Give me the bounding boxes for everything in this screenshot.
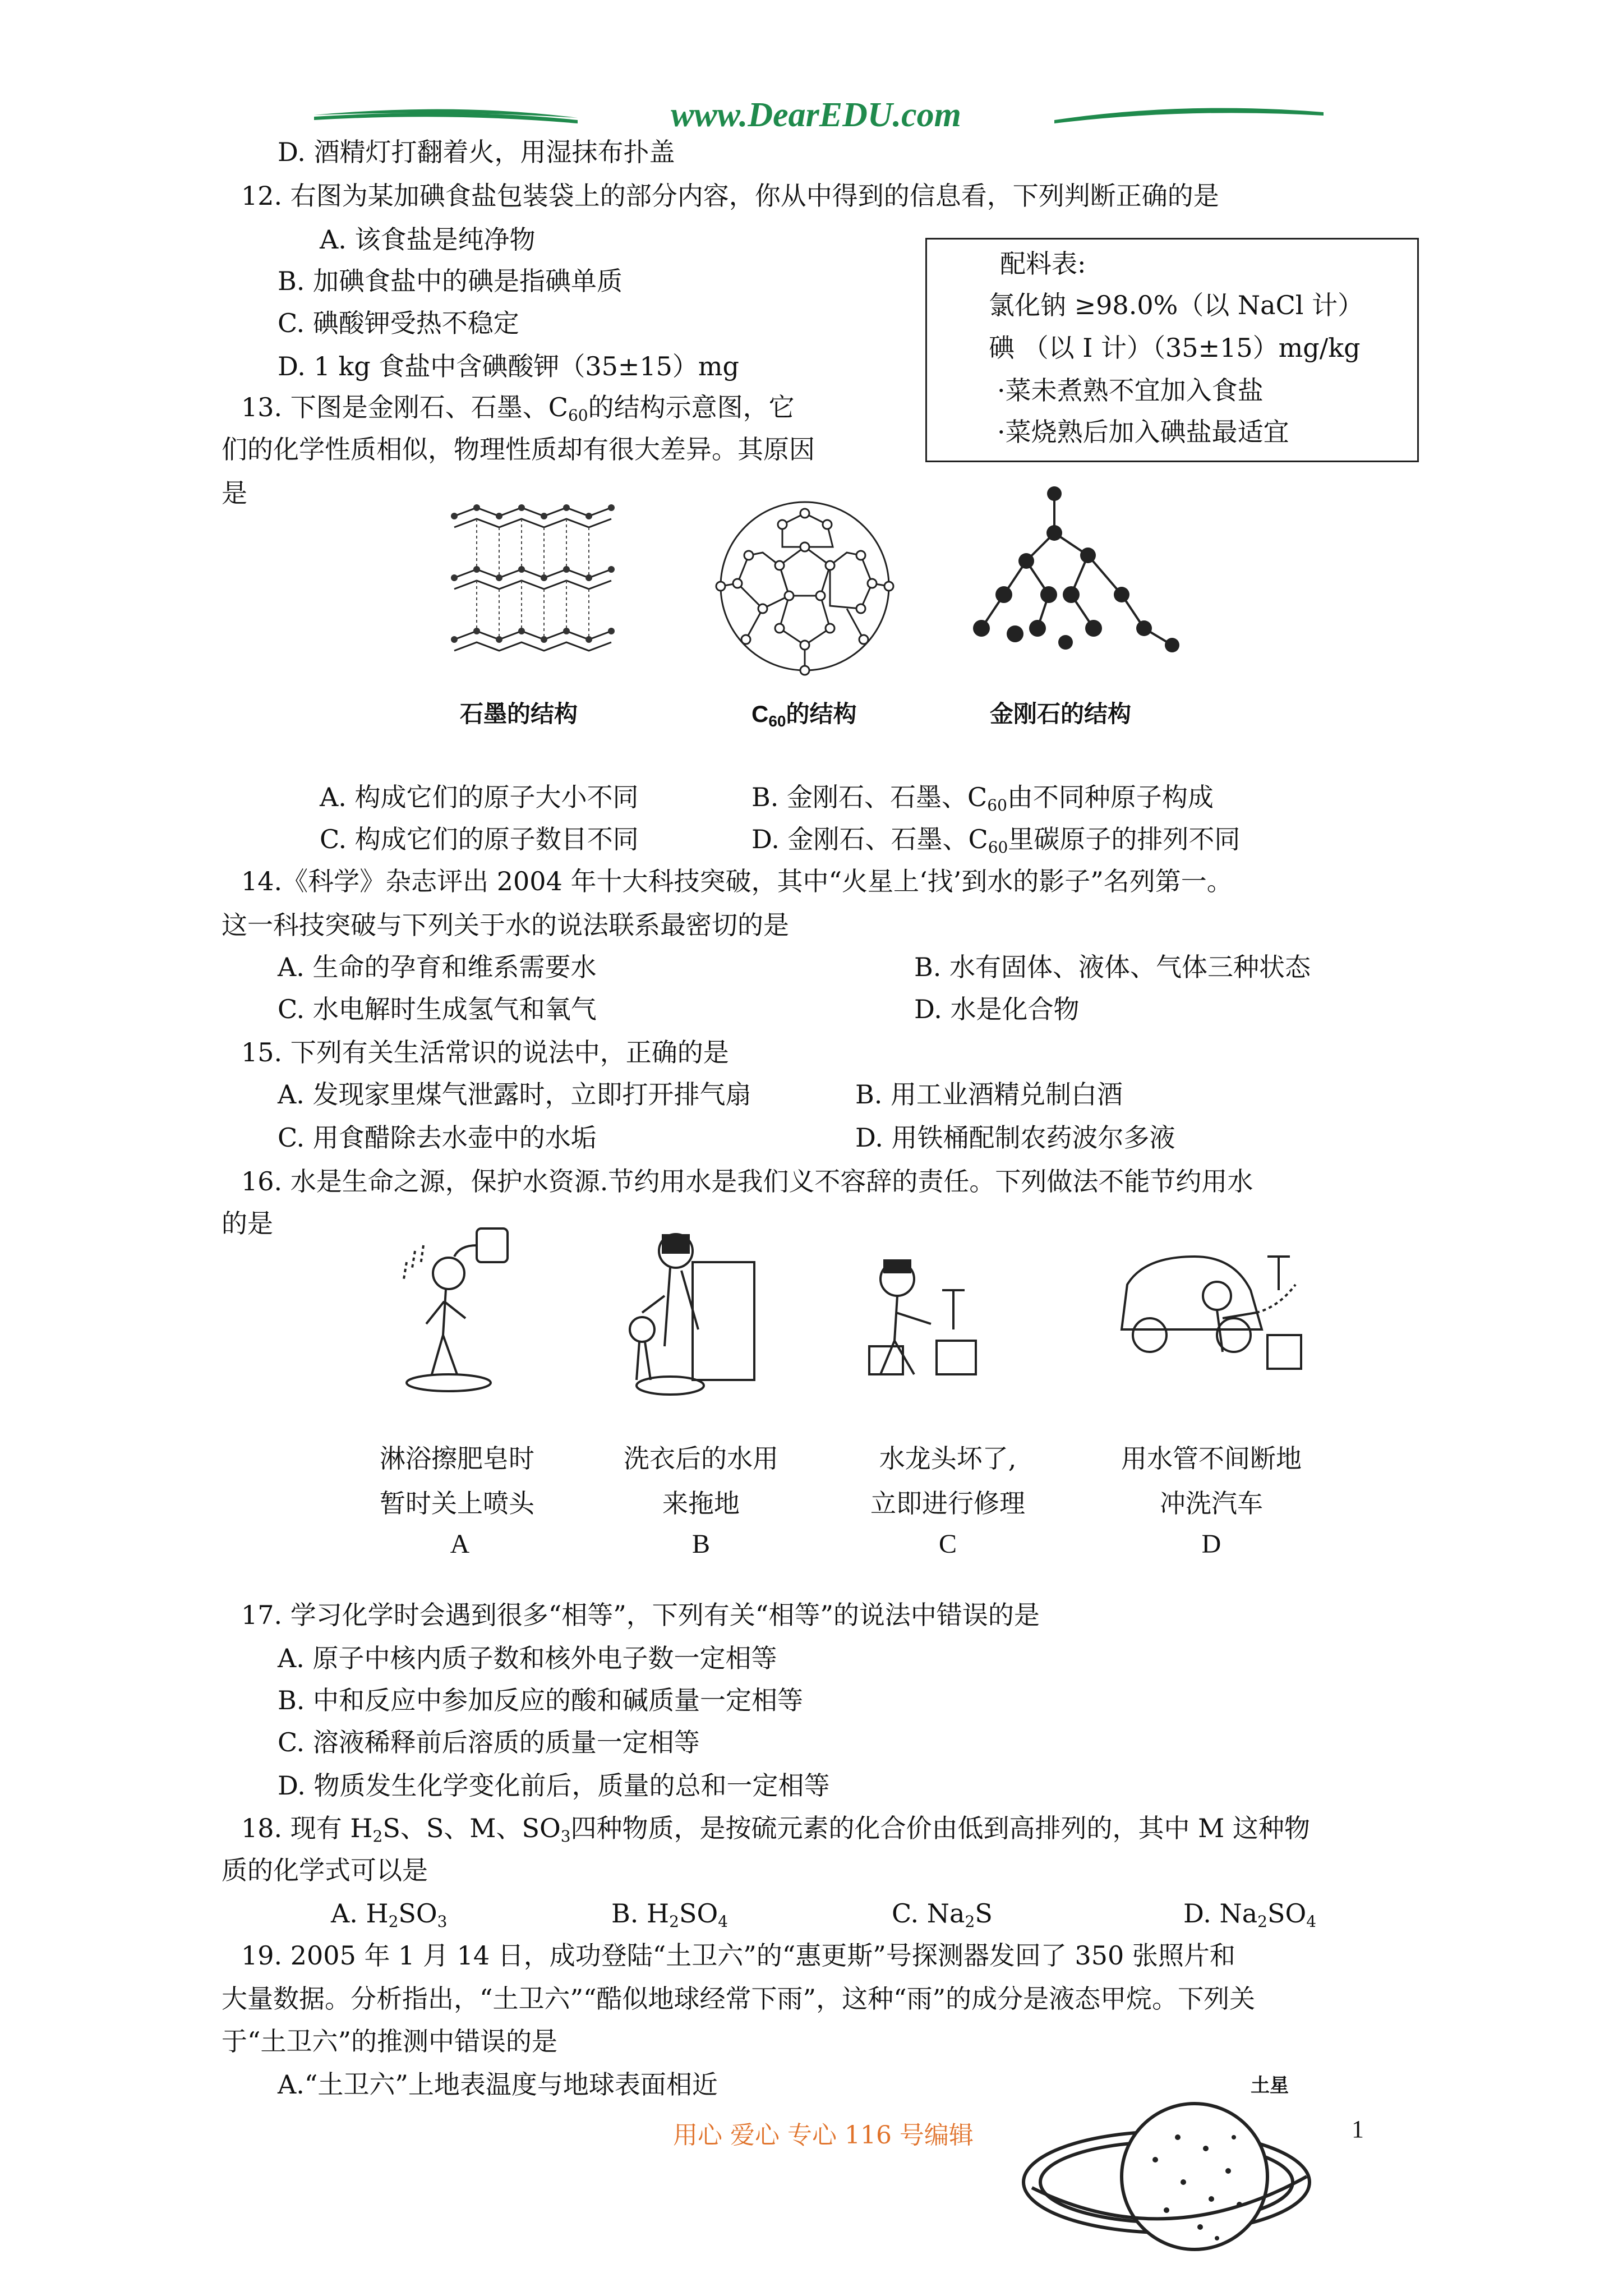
q19-stem-line1: 19. 2005 年 1 月 14 日，成功登陆“土卫六”的“惠更斯”号探测器发回了 350 张照片和 xyxy=(241,1940,1235,1971)
q18-option-c: C. $Na_2S$ xyxy=(892,1898,993,1931)
q13-stem-line3: 是 xyxy=(222,478,247,508)
q15-stem: 15. 下列有关生活常识的说法中，正确的是 xyxy=(241,1037,729,1068)
picture-b-letter: B xyxy=(691,1529,710,1559)
q13-option-d: D. 金刚石、石墨、$C_{60}$里碳原子的排列不同 xyxy=(751,824,1241,857)
q13-stem-line2: 们的化学性质相似，物理性质却有很大差异。其原因 xyxy=(222,434,815,464)
picture-c-caption-line1: 水龙头坏了, xyxy=(879,1443,1017,1474)
car-washing-cartoon-image xyxy=(1110,1223,1312,1386)
q18-option-a: A. $H_2SO_3$ xyxy=(331,1898,448,1931)
q12-option-c: C. 碘酸钾受热不稳定 xyxy=(278,308,519,338)
picture-d-caption-line1: 用水管不间断地 xyxy=(1121,1443,1302,1474)
q13-option-b: B. 金刚石、石墨、$C_{60}$由不同种原子构成 xyxy=(751,782,1214,815)
q14-option-b: B. 水有固体、液体、气体三种状态 xyxy=(914,952,1311,982)
q19-stem-line3: 于“土卫六”的推测中错误的是 xyxy=(222,2026,558,2056)
q15-option-a: A. 发现家里煤气泄露时，立即打开排气扇 xyxy=(278,1079,751,1110)
saturn-label: 土星 xyxy=(1251,2075,1289,2096)
diamond-caption: 金刚石的结构 xyxy=(990,701,1132,727)
q15-option-d: D. 用铁桶配制农药波尔多液 xyxy=(855,1122,1175,1153)
q17-option-c: C. 溶液稀释前后溶质的质量一定相等 xyxy=(278,1727,700,1757)
q17-option-b: B. 中和反应中参加反应的酸和碱质量一定相等 xyxy=(278,1685,804,1715)
q18-stem-line2: 质的化学式可以是 xyxy=(222,1855,428,1885)
q12-stem: 12. 右图为某加碘食盐包装袋上的部分内容，你从中得到的信息看，下列判断正确的是 xyxy=(241,181,1219,211)
q13-option-c: C. 构成它们的原子数目不同 xyxy=(320,824,639,854)
q12-option-b: B. 加碘食盐中的碘是指碘单质 xyxy=(278,266,623,296)
footer-text: 用心 爱心 专心 116 号编辑 xyxy=(673,2121,974,2150)
c60-caption: $C_{60}$的结构 xyxy=(751,701,857,730)
ingredient-note-1: ·菜未煮熟不宜加入食盐 xyxy=(997,375,1264,406)
q14-option-d: D. 水是化合物 xyxy=(914,994,1080,1024)
q14-stem-line1: 14.《科学》杂志评出 2004 年十大科技突破，其中“火星上‘找’到水的影子”名列第一。 xyxy=(241,866,1233,896)
q14-option-a: A. 生命的孕育和维系需要水 xyxy=(278,952,597,982)
ingredient-title: 配料表: xyxy=(1000,249,1086,279)
q16-stem-line1: 16. 水是生命之源，保护水资源.节约用水是我们义不容辞的责任。下列做法不能节约用水 xyxy=(241,1166,1253,1197)
q12-option-d: D. 1 kg 食盐中含碘酸钾（35±15）mg xyxy=(278,351,739,381)
q15-option-b: B. 用工业酒精兑制白酒 xyxy=(855,1079,1123,1110)
picture-b-caption-line2: 来拖地 xyxy=(662,1488,740,1519)
picture-a-caption-line2: 暂时关上喷头 xyxy=(380,1488,534,1519)
logo-text: www.DearEDU.com xyxy=(671,96,961,134)
ingredient-iodine: 碘 （以 I 计）（35±15）mg/kg xyxy=(989,333,1361,363)
q12-option-a: A. 该食盐是纯净物 xyxy=(320,224,536,255)
page-number: 1 xyxy=(1352,2115,1364,2143)
q13-option-a: A. 构成它们的原子大小不同 xyxy=(320,782,639,812)
q17-option-a: A. 原子中核内质子数和核外电子数一定相等 xyxy=(278,1643,777,1673)
q18-option-b: B. $H_2SO_4$ xyxy=(611,1898,728,1931)
q17-stem: 17. 学习化学时会遇到很多“相等”，下列有关“相等”的说法中错误的是 xyxy=(241,1600,1040,1630)
q19-stem-line2: 大量数据。分析指出，“土卫六”“酷似地球经常下雨”，这种“雨”的成分是液态甲烷。下列关 xyxy=(222,1984,1256,2014)
q14-option-c: C. 水电解时生成氢气和氧气 xyxy=(278,994,597,1024)
q19-option-a: A.“土卫六”上地表温度与地球表面相近 xyxy=(278,2069,718,2100)
q17-option-d: D. 物质发生化学变化前后，质量的总和一定相等 xyxy=(278,1770,830,1801)
picture-c-letter: C xyxy=(938,1529,957,1559)
q16-stem-line2: 的是 xyxy=(222,1208,273,1239)
ingredient-label-box xyxy=(925,238,1419,462)
picture-a-letter: A xyxy=(450,1529,470,1559)
picture-d-letter: D xyxy=(1201,1529,1221,1559)
q14-stem-line2: 这一科技突破与下列关于水的说法联系最密切的是 xyxy=(222,910,789,940)
picture-c-caption-line2: 立即进行修理 xyxy=(870,1488,1025,1519)
shower-cartoon-image xyxy=(393,1217,522,1397)
faucet-repair-cartoon-image xyxy=(852,1245,987,1391)
diamond-structure-figure xyxy=(959,482,1195,668)
ingredient-nacl: 氯化钠 ≥98.0%（以 NaCl 计） xyxy=(989,290,1364,320)
picture-d-caption-line2: 冲洗汽车 xyxy=(1160,1488,1263,1519)
q15-option-c: C. 用食醋除去水壶中的水垢 xyxy=(278,1122,597,1153)
q13-stem-line1: 13. 下图是金刚石、石墨、$C_{60}$的结构示意图，它 xyxy=(241,392,795,425)
saturn-image xyxy=(1015,2070,1318,2283)
picture-b-caption-line1: 洗衣后的水用 xyxy=(624,1443,778,1474)
ingredient-note-2: ·菜烧熟后加入碘盐最适宜 xyxy=(997,417,1289,447)
laundry-cartoon-image xyxy=(608,1217,760,1402)
q18-option-d: D. $Na_2SO_4$ xyxy=(1183,1898,1317,1931)
picture-a-caption-line1: 淋浴擦肥皂时 xyxy=(380,1443,534,1474)
graphite-caption: 石墨的结构 xyxy=(460,701,578,727)
c60-structure-figure xyxy=(712,494,897,679)
q11-option-d: D. 酒精灯打翻着火，用湿抹布扑盖 xyxy=(278,137,675,167)
graphite-structure-figure xyxy=(443,494,623,668)
q18-stem-line1: 18. 现有 $H_2S$、S、M、$SO_3$四种物质，是按硫元素的化合价由低到高排列的，其中 M 这种物 xyxy=(241,1813,1310,1846)
